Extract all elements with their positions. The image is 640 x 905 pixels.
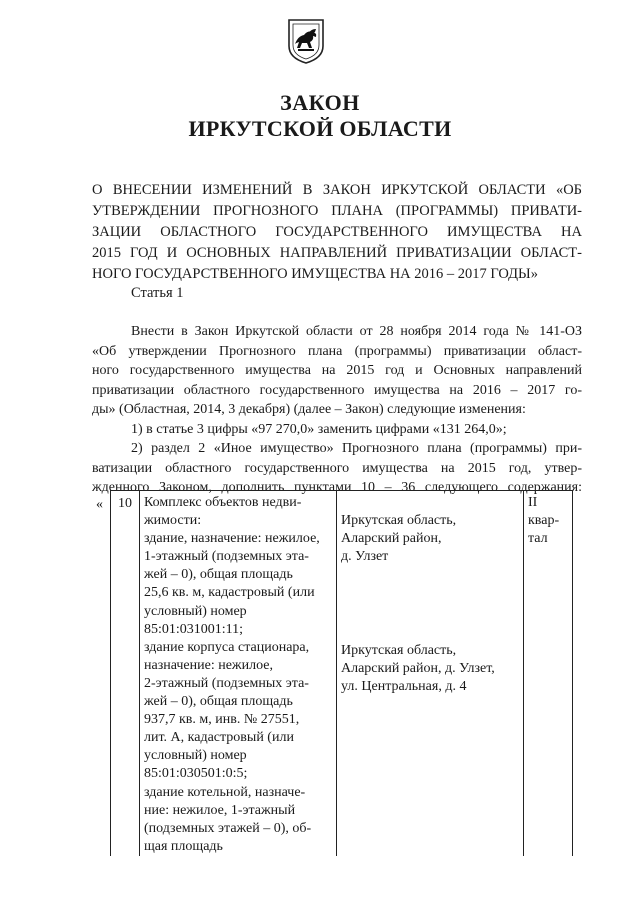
address-line: д. Улзет: [341, 549, 389, 565]
description-line: жей – 0), общая площадь: [144, 694, 293, 710]
description-line: условный) номер: [144, 748, 247, 764]
description-line: здание корпуса стационара,: [144, 639, 310, 655]
subject-line: УТВЕРЖДЕНИИ ПРОГНОЗНОГО ПЛАНА (ПРОГРАММЫ) ПРИВАТИ-: [92, 203, 582, 219]
description-line: 2-этажный (подземных эта-: [144, 675, 309, 691]
body-line: Внести в Закон Иркутской области от 28 ноября 2014 года № 141-ОЗ: [131, 324, 582, 339]
subject-line: НОГО ГОСУДАРСТВЕННОГО ИМУЩЕСТВА НА 2016 – 2017 ГОДЫ»: [92, 266, 538, 282]
body-line: ды» (Областная, 2014, 3 декабря) (далее – Закон) следующие изменения:: [92, 402, 526, 417]
description-line: 85:01:031001:11;: [144, 621, 244, 637]
description-line: лит. А, кадастровый (или: [144, 730, 294, 746]
article-body: [92, 322, 582, 498]
description-line: назначение: нежилое,: [144, 657, 273, 673]
property-description-cell: [140, 491, 337, 856]
description-line: жей – 0), общая площадь: [144, 567, 293, 583]
subject-line: О ВНЕСЕНИИ ИЗМЕНЕНИЙ В ЗАКОН ИРКУТСКОЙ ОБЛАСТИ «ОБ: [92, 182, 582, 198]
address-cell: [337, 491, 524, 856]
description-line: щая площадь: [144, 838, 223, 854]
description-line: 1-этажный (подземных эта-: [144, 549, 309, 565]
description-line: условный) номер: [144, 603, 247, 619]
subject-line: 2015 ГОД И ОСНОВНЫХ НАПРАВЛЕНИЙ ПРИВАТИЗАЦИИ ОБЛАСТ-: [92, 245, 582, 261]
description-line: 25,6 кв. м, кадастровый (или: [144, 585, 315, 601]
body-line: 1) в статье 3 цифры «97 270,0» заменить цифрами «131 264,0»;: [131, 421, 507, 437]
address-line: Иркутская область,: [341, 643, 457, 659]
address-line: Иркутская область,: [341, 513, 457, 528]
opening-quote-mark: «: [96, 497, 103, 512]
law-subject-heading: [92, 180, 582, 285]
region-title: ИРКУТСКОЙ ОБЛАСТИ: [188, 116, 452, 141]
body-line: приватизации областного государственного имущества на 2016 – 2017 го-: [92, 382, 582, 398]
address-line: ул. Центральная, д. 4: [341, 679, 467, 695]
description-line: здание котельной, назначе-: [144, 784, 306, 800]
privatization-period-cell: [524, 491, 573, 856]
period-line: тал: [528, 531, 548, 547]
law-title: ЗАКОН: [280, 90, 360, 115]
description-line: 937,7 кв. м, инв. № 27551,: [144, 712, 300, 728]
period-line: квар-: [528, 513, 560, 529]
description-line: здание, назначение: нежилое,: [144, 531, 320, 547]
coat-of-arms-emblem: [286, 18, 326, 64]
article-heading: Статья 1: [131, 285, 184, 301]
body-line: жденного Законом, дополнить пунктами 10 – 36 следующего содержания:: [92, 480, 582, 495]
body-line: ного государственного имущества на 2015 год и Основных направлений: [92, 363, 582, 378]
subject-line: ЗАЦИИ ОБЛАСТНОГО ГОСУДАРСТВЕННОГО ИМУЩЕСТВА НА: [92, 224, 582, 240]
description-line: жимости:: [144, 513, 202, 529]
period-line: II: [528, 495, 538, 510]
row-number-cell: 10: [111, 491, 140, 856]
table-row: [111, 491, 573, 856]
body-line: «Об утверждении Прогнозного плана (программы) приватизации област-: [92, 343, 582, 359]
description-line: ние: нежилое, 1-этажный: [144, 802, 296, 818]
address-line: Аларский район, д. Улзет,: [341, 661, 495, 677]
description-line: (подземных этажей – 0), об-: [144, 820, 312, 836]
description-line: 85:01:030501:0:5;: [144, 766, 248, 782]
body-line: ватизации областного государственного имущества на 2015 год, утвер-: [92, 460, 582, 476]
body-line: 2) раздел 2 «Иное имущество» Прогнозного плана (программы) при-: [131, 441, 582, 456]
property-table: [110, 490, 573, 856]
description-line: Комплекс объектов недви-: [144, 495, 302, 510]
address-line: Аларский район,: [341, 531, 442, 547]
